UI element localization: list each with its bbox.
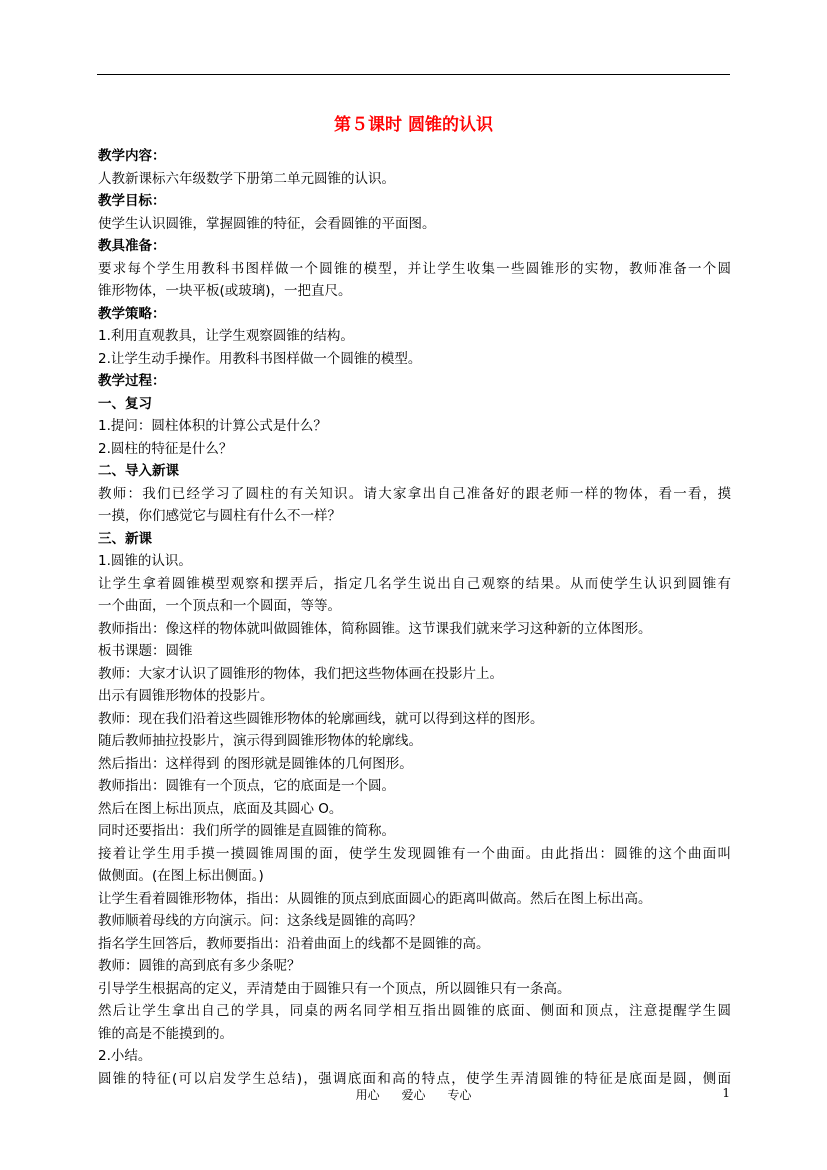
section-heading: 教具准备： [98,238,166,254]
section-heading: 一、复习 [98,395,152,412]
text-line: 引导学生根据高的定义，弄清楚由于圆锥只有一个顶点，所以圆锥只有一条高。 [98,980,571,997]
section-heading: 教学策略： [98,305,166,322]
text-line: 接着让学生用手摸一摸圆锥周围的面，使学生发现圆锥有一个曲面。由此指出：圆锥的这个曲面叫 [98,845,731,862]
text-line: 教师：我们已经学习了圆柱的有关知识。请大家拿出自己准备好的跟老师一样的物体，看一看，摸 [98,485,731,502]
text-line: 然后在图上标出顶点，底面及其圆心 O。 [98,800,343,817]
section-heading: 三、新课 [98,530,152,547]
text-line: 教师：现在我们沿着这些圆锥形物体的轮廓画线，就可以得到这样的图形。 [98,710,544,727]
text-line: 教师指出：圆锥有一个顶点，它的底面是一个圆。 [98,778,395,794]
section-heading: 教学过程： [98,373,166,389]
text-line: 出示有圆锥形物体的投影片。 [98,688,274,704]
text-line: 一个曲面，一个顶点和一个圆面，等等。 [98,598,341,614]
footer-word: 专心 [447,1088,472,1102]
footer-motto [0,1086,827,1103]
page-title: 第５课时 圆锥的认识 [334,115,493,135]
text-line: 2.圆柱的特征是什么？ [98,440,233,457]
text-line: 一摸，你们感觉它与圆柱有什么不一样？ [98,508,341,524]
page-number: 1 [722,1086,730,1100]
section-heading: 教学内容： [98,148,166,164]
section-heading: 二、导入新课 [98,463,179,479]
text-line: 圆锥的特征(可以启发学生总结)，强调底面和高的特点，使学生弄清圆锥的特征是底面是圆，侧面 [98,1070,731,1087]
text-line: 要求每个学生用教科书图样做一个圆锥的模型，并让学生收集一些圆锥形的实物，教师准备一个圆 [98,260,731,277]
document-body [98,145,731,1090]
text-line: 1.利用直观教具，让学生观察圆锥的结构。 [98,328,354,344]
text-line: 2.让学生动手操作。用教科书图样做一个圆锥的模型。 [98,350,422,367]
text-line: 同时还要指出：我们所学的圆锥是直圆锥的简称。 [98,823,395,839]
text-line: 锥的高是不能摸到的。 [98,1025,233,1042]
text-line: 让学生看着圆锥形物体，指出：从圆锥的顶点到底面圆心的距离叫做高。然后在图上标出高。 [98,890,652,907]
text-line: 做侧面。(在图上标出侧面。) [98,868,264,884]
text-line: 锥形物体，一块平板(或玻璃)，一把直尺。 [98,283,352,299]
text-line: 教师指出：像这样的物体就叫做圆锥体，简称圆锥。这节课我们就来学习这种新的立体图形。 [98,620,652,637]
text-line: 使学生认识圆锥，掌握圆锥的特征，会看圆锥的平面图。 [98,215,436,232]
text-line: 随后教师抽拉投影片，演示得到圆锥形物体的轮廓线。 [98,733,422,749]
footer-word: 爱心 [401,1088,426,1102]
text-line: 然后让学生拿出自己的学具，同桌的两名同学相互指出圆锥的底面、侧面和顶点，注意提醒学生圆 [98,1003,731,1019]
text-line: 2.小结。 [98,1048,152,1064]
section-heading: 教学目标： [98,193,166,209]
text-line: 1.圆锥的认识。 [98,553,192,569]
text-line: 教师：大家才认识了圆锥形的物体，我们把这些物体画在投影片上。 [98,665,503,682]
text-line: 教师顺着母线的方向演示。问：这条线是圆锥的高吗？ [98,913,422,929]
footer-word: 用心 [355,1088,380,1102]
text-line: 人教新课标六年级数学下册第二单元圆锥的认识。 [98,170,395,187]
text-line: 让学生拿着圆锥模型观察和摆弄后，指定几名学生说出自己观察的结果。从而使学生认识到圆锥有 [98,575,731,592]
text-line: 教师：圆锥的高到底有多少条呢？ [98,958,301,974]
header-rule [97,74,730,75]
text-line: 然后指出：这样得到 的图形就是圆锥体的几何图形。 [98,755,413,772]
text-line: 指名学生回答后，教师要指出：沿着曲面上的线都不是圆锥的高。 [98,935,490,952]
text-line: 1.提问：圆柱体积的计算公式是什么？ [98,418,327,434]
text-line: 板书课题：圆锥 [98,643,193,659]
